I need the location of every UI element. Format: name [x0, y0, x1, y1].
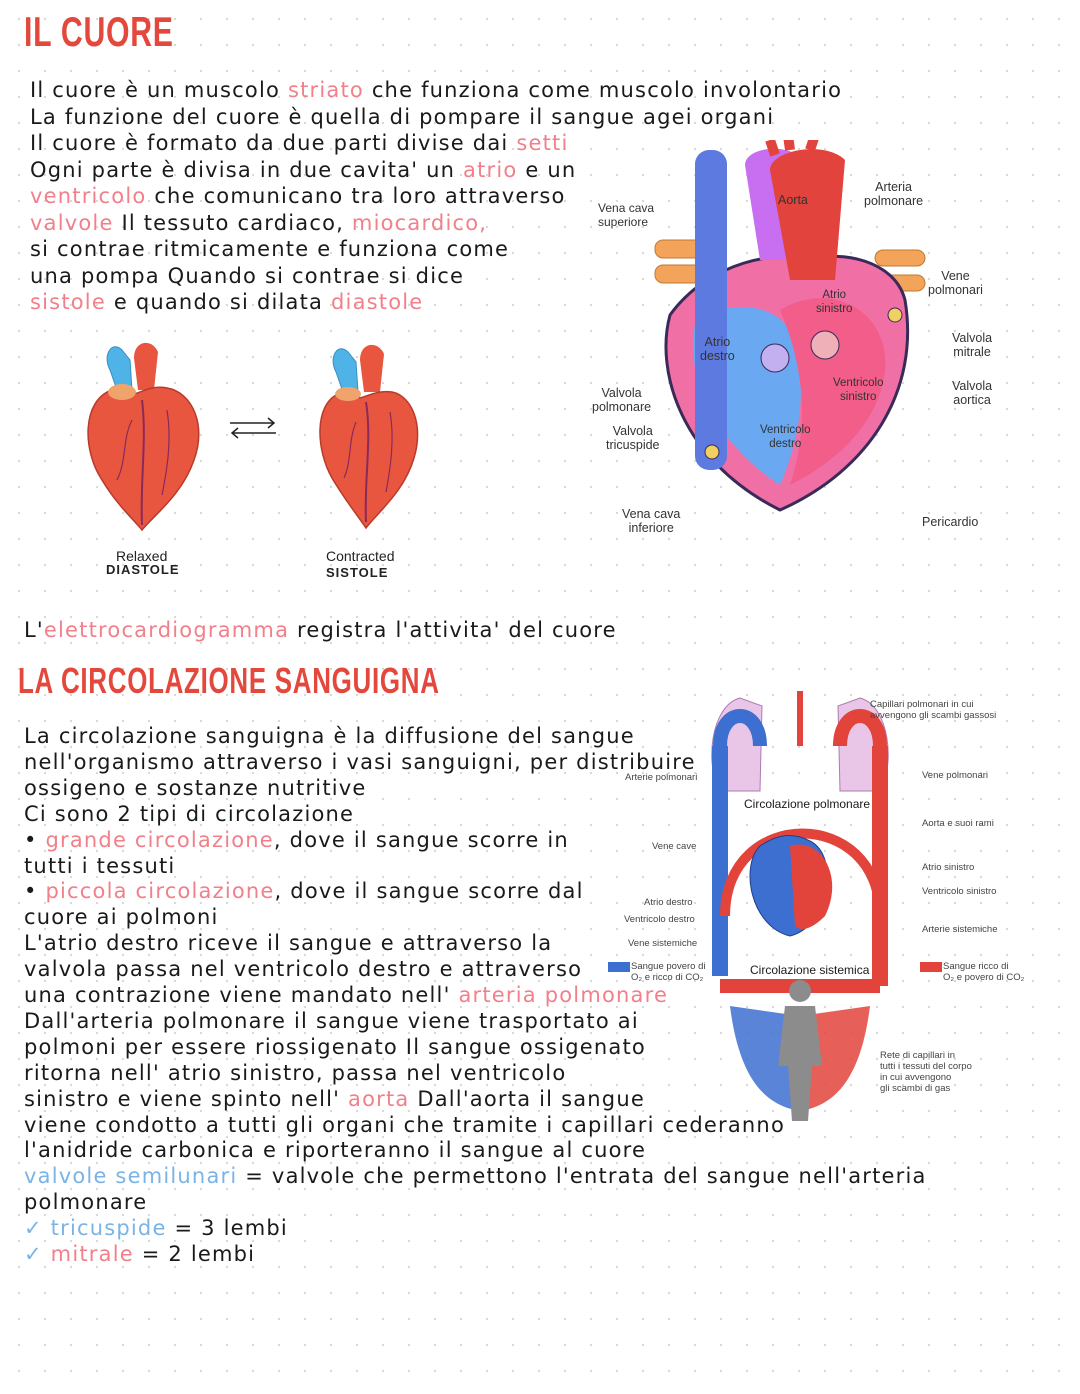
label-valvola-tricuspide: Valvola tricuspide: [606, 424, 660, 452]
text-segment: una pompa Quando si contrae si dice: [30, 263, 465, 288]
text-line: [24, 1192, 147, 1213]
legend-swatch-ricco: [920, 962, 942, 972]
label-ventricolo-destro: Ventricolo destro: [760, 424, 811, 450]
text-line: [30, 104, 775, 129]
label-vena-cava-superiore: Vena cava superiore: [598, 201, 655, 229]
label-ventricolo-sinistro: Ventricolo sinistro: [833, 377, 884, 403]
page-title: IL CUORE: [24, 8, 174, 55]
text-line: [24, 827, 569, 852]
text-segment: striato: [287, 78, 364, 102]
text-line: [24, 1218, 288, 1239]
text-segment: nell'organismo attraverso i vasi sanguigni, per distribuire: [24, 749, 696, 774]
text-segment: setti: [516, 131, 569, 155]
text-segment: Dall'arteria polmonare il sangue viene trasportato ai: [24, 1008, 639, 1033]
text-segment: piccola circolazione: [45, 879, 275, 904]
text-line: [30, 80, 842, 101]
text-segment: polmonare: [24, 1190, 148, 1215]
text-segment: = valvole che permettono l'entrata del sangue nell'arteria: [237, 1164, 927, 1189]
label-pericardio: Pericardio: [922, 515, 979, 529]
text-segment: Ci sono 2 tipi di circolazione: [24, 801, 355, 826]
sistole-note: SISTOLE: [326, 565, 389, 580]
text-segment: che comunicano tra loro attraverso: [146, 184, 566, 208]
text-segment: Il cuore è formato da due parti divise dai: [30, 131, 517, 155]
text-segment: , dove il sangue scorre dal: [274, 879, 584, 904]
diastole-note: DIASTOLE: [106, 562, 180, 577]
text-segment: l'anidride carbonica e riporteranno il sangue al cuore: [24, 1138, 647, 1163]
text-segment: valvole semilunari: [24, 1164, 238, 1189]
text-segment: Il tessuto cardiaco,: [113, 210, 352, 235]
text-segment: diastole: [331, 290, 424, 314]
text-segment: ✓: [24, 1242, 51, 1266]
label-vene-cave: Vene cave: [652, 841, 697, 852]
ecg-sentence: [24, 620, 617, 641]
text-segment: •: [24, 879, 46, 904]
text-line: [24, 1034, 646, 1059]
text-line: [30, 210, 488, 235]
text-line: [24, 1112, 785, 1137]
heart-relaxed-figure: [72, 330, 212, 540]
label-arterie-polmonari: Arterie polmonari: [625, 772, 698, 783]
text-segment: cuore ai polmoni: [24, 905, 219, 930]
label-arteria-polmonare: Arteria polmonare: [864, 180, 924, 208]
text-line: [30, 133, 569, 154]
text-line: [24, 1140, 646, 1161]
text-segment: ventricolo: [30, 184, 147, 208]
text-line: [24, 1166, 927, 1187]
text-line: [24, 801, 355, 826]
text-line: [24, 749, 696, 774]
section-title-circolazione: LA CIRCOLAZIONE SANGUIGNA: [18, 660, 440, 701]
text-segment: registra l'attivita' del cuore: [289, 618, 617, 642]
text-segment: mitrale: [50, 1242, 134, 1266]
label-vene-polmonari: Vene polmonari: [928, 269, 983, 297]
text-segment: , dove il sangue scorre in: [273, 827, 569, 852]
text-segment: una contrazione viene mandato nell': [24, 983, 459, 1007]
label-valvola-aortica: Valvola aortica: [952, 379, 993, 407]
label-atrio-destro-circ: Atrio destro: [644, 897, 693, 908]
label-capillari-polmonari: Capillari polmonari in cui avvengono gli scambi gassosi: [870, 699, 997, 721]
text-segment: = 3 lembi: [166, 1216, 288, 1241]
text-segment: = 2 lembi: [133, 1242, 256, 1266]
text-line: [24, 1008, 639, 1033]
text-line: [30, 239, 509, 260]
text-segment: e un: [517, 157, 577, 182]
text-segment: che funziona come muscolo involontario: [363, 78, 843, 102]
label-aorta: Aorta: [778, 193, 808, 207]
text-line: [24, 1244, 255, 1265]
relaxed-caption: Relaxed: [116, 548, 168, 564]
text-segment: polmoni per essere riossigenato Il sangue ossigenato: [24, 1034, 646, 1059]
text-segment: elettrocardiogramma: [43, 618, 290, 642]
text-line: [24, 726, 635, 747]
text-segment: La circolazione sanguigna è la diffusione del sangue: [24, 724, 635, 748]
heart-relaxed-icon: [72, 330, 212, 540]
text-segment: tricuspide: [50, 1216, 167, 1241]
text-line: [24, 853, 176, 878]
text-segment: Dall'aorta il sangue: [409, 1086, 645, 1111]
label-vene-sistemiche: Vene sistemiche: [628, 938, 698, 949]
text-segment: La funzione del cuore è quella di pompare il sangue agei organi: [30, 104, 775, 129]
label-atrio-destro: Atrio destro: [700, 335, 735, 363]
text-segment: Ogni parte è divisa in due cavita' un: [30, 157, 464, 182]
text-line: [24, 985, 668, 1006]
text-segment: atrio: [463, 157, 518, 182]
label-vena-cava-inferiore: Vena cava inferiore: [622, 507, 681, 535]
label-valvola-polmonare: Valvola polmonare: [592, 386, 652, 414]
text-line: [24, 1060, 567, 1085]
label-aorta-rami: Aorta e suoi rami: [922, 818, 994, 829]
text-segment: ossigeno e sostanze nutritive: [24, 775, 367, 800]
text-line: [30, 292, 423, 313]
text-segment: viene condotto a tutti gli organi che tramite i capillari cederanno: [24, 1112, 785, 1137]
text-segment: e quando si dilata: [105, 290, 331, 314]
label-ventricolo-destro-circ: Ventricolo destro: [624, 914, 695, 925]
text-segment: grande circolazione: [45, 827, 274, 852]
text-segment: ritorna nell' atrio sinistro, passa nel ventricolo: [24, 1060, 567, 1085]
text-segment: sinistro e viene spinto nell': [24, 1086, 348, 1111]
label-ventricolo-sinistro-circ: Ventricolo sinistro: [922, 886, 997, 897]
text-segment: L'atrio destro riceve il sangue e attraverso la: [24, 931, 553, 956]
text-line: [24, 933, 552, 954]
label-rete-capillari: Rete di capillari in tutti i tessuti del corpo in cui avvengono gli scambi di gas: [880, 1050, 972, 1094]
text-segment: miocardico,: [351, 210, 488, 235]
text-segment: ✓: [24, 1216, 51, 1241]
heart-contracted-icon: [300, 330, 440, 540]
text-segment: valvole: [30, 210, 114, 235]
text-line: [30, 157, 577, 182]
heart-contracted-figure: [300, 330, 440, 540]
text-segment: tutti i tessuti: [24, 853, 176, 878]
label-atrio-sinistro: Atrio sinistro: [816, 289, 853, 315]
text-segment: •: [24, 827, 46, 852]
text-line: [24, 907, 219, 928]
text-segment: sistole: [30, 290, 106, 314]
label-circolazione-polmonare: Circolazione polmonare: [744, 797, 871, 811]
text-segment: valvola passa nel ventricolo destro e attraverso: [24, 957, 583, 982]
text-line: [24, 775, 367, 800]
legend-swatch-povero: [608, 962, 630, 972]
text-line: [24, 1086, 645, 1111]
text-segment: arteria polmonare: [458, 983, 669, 1007]
label-sangue-povero: Sangue povero di O₂ e ricco di CO₂: [631, 961, 706, 983]
text-line: [30, 263, 465, 288]
label-arterie-sistemiche: Arterie sistemiche: [922, 924, 998, 935]
text-segment: Il cuore è un muscolo: [30, 78, 288, 102]
label-circolazione-sistemica: Circolazione sistemica: [750, 963, 870, 977]
text-line: [24, 959, 582, 980]
label-vene-polmonari-circ: Vene polmonari: [922, 770, 989, 781]
contracted-caption: Contracted: [326, 548, 395, 564]
text-segment: aorta: [348, 1086, 410, 1111]
swap-arrows-icon: [228, 416, 278, 440]
text-line: [24, 881, 584, 902]
text-segment: L': [24, 618, 44, 642]
label-valvola-mitrale: Valvola mitrale: [952, 331, 993, 359]
text-line: [30, 186, 566, 207]
label-atrio-sinistro-circ: Atrio sinistro: [922, 862, 975, 873]
text-segment: si contrae ritmicamente e funziona come: [30, 237, 510, 261]
label-sangue-ricco: Sangue ricco di O₂ e povero di CO₂: [943, 961, 1025, 983]
